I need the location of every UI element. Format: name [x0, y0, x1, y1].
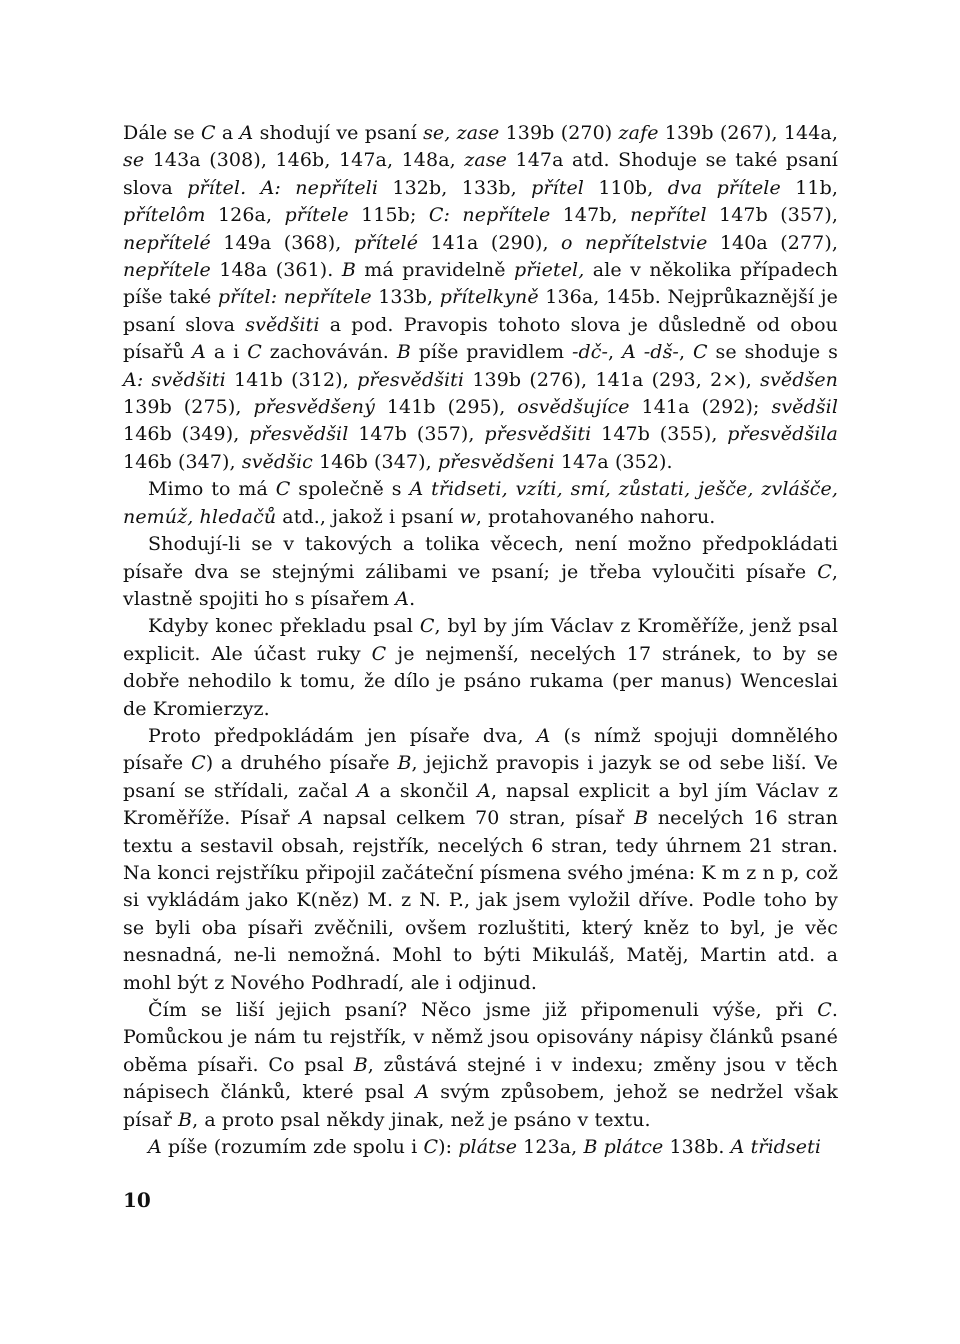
italic-run: w — [459, 505, 476, 528]
italic-run: nepřítel — [630, 204, 707, 227]
italic-run: C — [275, 478, 291, 501]
italic-run: svědšen — [760, 368, 838, 391]
italic-run: A třidseti — [730, 1136, 822, 1159]
italic-run: A — [299, 807, 314, 830]
italic-run: o nepřítelstvie — [561, 231, 708, 254]
italic-run: svědšil — [771, 396, 838, 419]
italic-run: plátse — [458, 1136, 518, 1159]
italic-run: A — [395, 587, 410, 610]
italic-run: -dš- — [643, 341, 679, 364]
italic-run: přietel, — [514, 259, 585, 282]
italic-run: přítel. A: nepříteli — [187, 176, 379, 199]
italic-run: dva přítele — [667, 176, 781, 199]
italic-run: přítel: nepřítele — [217, 286, 372, 309]
italic-run: se, zase — [423, 122, 500, 144]
italic-run: A — [148, 1136, 162, 1159]
italic-run: zase — [464, 149, 508, 172]
italic-run: B plátce — [583, 1136, 664, 1159]
italic-run: přítele — [284, 204, 349, 227]
paragraph: Shodují-li se v takových a tolika věcech, není možno předpokládati písaře dva se stejnými zálibami ve psaní; je třeba vyloučiti písaře C, vlastně spojiti ho s písařem A. — [123, 533, 838, 610]
italic-run: C — [200, 122, 216, 144]
italic-run: B — [634, 807, 649, 830]
italic-run: zafe — [618, 122, 659, 144]
italic-run: A: svědšiti — [123, 368, 226, 391]
paragraph: A píše (rozumím zde spolu i C): plátse 123a, B plátce 138b. A třidseti — [148, 1136, 822, 1159]
italic-run: B — [396, 341, 411, 364]
page-body — [123, 120, 838, 1161]
italic-run: se — [123, 149, 145, 172]
italic-run: přesvědšeni — [437, 450, 555, 473]
italic-run: A — [477, 779, 491, 802]
italic-run: C — [419, 615, 435, 638]
paragraph: Proto předpokládám jen písaře dva, A (s nímž spojuji domnělého písaře C) a druhého písaře B, jejichž pravopis i jazyk se od sebe liší. Ve psaní se střídali, začal A a skončil A, napsal explicit a byl jím Václav z Kroměříže. Písař A napsal celkem 70 stran, písař B necelých 16 stran textu a sestavil obsah, rejstřík, necelých 6 stran, tedy úhrnem 21 stran. Na konci rejstříku připojil začáteční písmena svého jména: K m z n p, což si vykládám jako K(něz) M. z N. P., jak jsem vyložil dříve. Podle toho by se byli oba písaři zvěčnili, ovšem rozluštiti, který kněz to byl, je věc nesnadná, ne-li nemožná. Mohl to býti Mikuláš, Matěj, Martin atd. a mohl být z Nového Podhradí, ale i odjinud. — [123, 724, 839, 994]
paragraph: Kdyby konec překladu psal C, byl by jím Václav z Kroměříže, jenž psal explicit. Ale účast ruky C je nejmenší, necelých 17 stránek, to by se dobře nehodilo k tomu, že dílo je psáno rukama (per manus) Wenceslai de Kromierzyz. — [123, 615, 839, 720]
italic-run: C — [692, 341, 708, 364]
italic-run: nepřítelé — [123, 231, 211, 254]
italic-run: A — [192, 341, 206, 364]
italic-run: B — [397, 752, 412, 775]
italic-run: A — [356, 779, 371, 802]
italic-run: B — [178, 1108, 193, 1131]
italic-run: přesvědšila — [727, 423, 838, 446]
italic-run: C — [423, 1136, 439, 1159]
italic-run: A — [415, 1081, 430, 1104]
italic-run: C — [371, 642, 387, 665]
italic-run: svědšic — [241, 450, 313, 473]
page-number: 10 — [123, 1188, 151, 1212]
italic-run: A — [622, 341, 636, 364]
italic-run: přítelkyně — [439, 286, 539, 309]
paragraph: Dále se C a A shodují ve psaní se, zase 139b (270) zafe 139b (267), 144a, se 143a (308), 146b, 147a, 148a, zase 147a atd. Shoduje se také psaní slova přítel. A: nepříteli 132b, 133b, přítel 110b, dva přítele 11b, přítelôm 126a, přítele 115b; C: nepřítele 147b, nepřítel 147b (357), nepřítelé 149a (368), přítelé 141a (290), o nepřítelstvie 140a (277), nepřítele 148a (361). B má pravidelně přietel, ale v několika případech píše také přítel: nepřítele 133b, přítelkyně 136a, 145b. Nejprůkaznější je psaní slova svědšiti a pod. Pravopis tohoto slova je důsledně od obou písařů A a i C zachováván. B píše pravidlem -dč-, A -dš-, C se shoduje s A: svědšiti 141b (312), přesvědšiti 139b (276), 141a (293, 2×), svědšen 139b (275), přesvědšený 141b (295), osvědšujíce 141a (292); svědšil 146b (349), přesvědšil 147b (357), přesvědšiti 147b (355), přesvědšila 146b (347), svědšic 146b (347), přesvědšeni 147a (352). — [123, 122, 839, 473]
italic-run: A — [536, 724, 551, 747]
italic-run: A — [239, 122, 254, 144]
italic-run: C: nepřítele — [428, 204, 551, 227]
italic-run: C — [817, 560, 832, 583]
italic-run: přítelôm — [123, 204, 206, 227]
italic-run: -dč- — [571, 341, 609, 364]
italic-run: osvědšujíce — [517, 396, 630, 419]
italic-run: přesvědšený — [253, 396, 375, 419]
italic-run: C — [191, 752, 206, 775]
italic-run: přesvědšil — [249, 423, 349, 446]
italic-run: přítel — [531, 176, 584, 199]
paragraph: Mimo to má C společně s A třidseti, vzíti, smí, zůstati, ješče, zvláščе, nemúž, hledačů atd., jakož i psaní w, protahovaného nahoru. — [123, 478, 838, 528]
italic-run: nepřítele — [123, 259, 211, 282]
italic-run: B — [353, 1053, 368, 1076]
italic-run: C — [817, 999, 832, 1021]
italic-run: svědšiti — [245, 313, 320, 336]
italic-run: C — [247, 341, 262, 364]
italic-run: A třidseti, vzíti, smí, zůstati, ješče, zvláščе, nemúž, hledačů — [123, 478, 838, 528]
italic-run: přesvědšiti — [357, 368, 465, 391]
italic-run: přesvědšiti — [484, 423, 592, 446]
italic-run: přítelé — [353, 231, 419, 254]
paragraph: Čím se liší jejich psaní? Něco jsme již připomenuli výše, při C. Pomůckou je nám tu rejstřík, v němž jsou opisovány nápisy článků psané oběma písaři. Co psal B, zůstává stejné i v indexu; změny jsou v těch nápisech článků, které psal A svým způsobem, jehož se nedržel však písař B, a proto psal někdy jinak, než je psáno v textu. — [123, 999, 838, 1131]
italic-run: B — [341, 259, 356, 282]
